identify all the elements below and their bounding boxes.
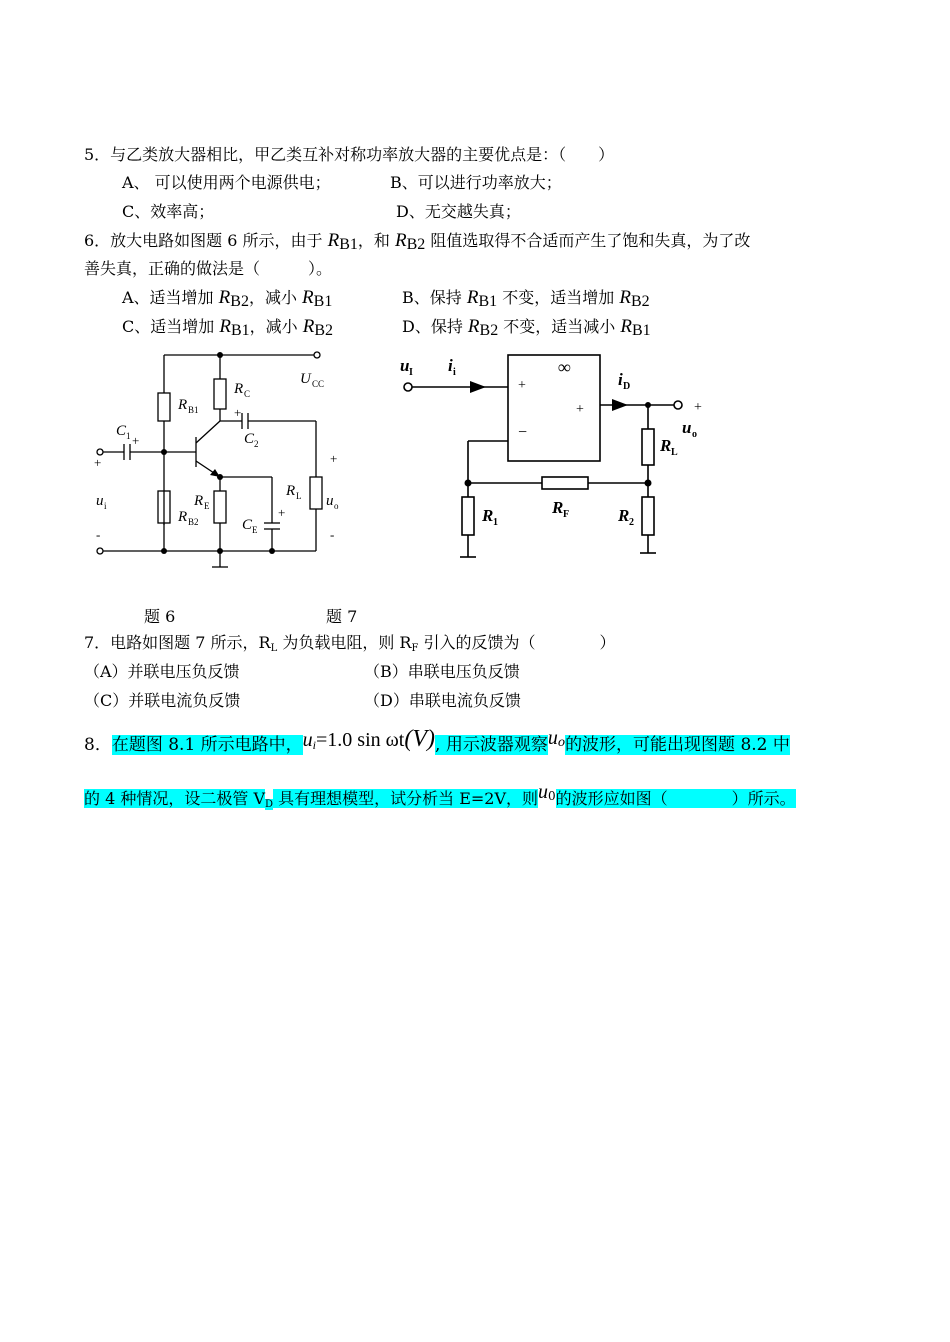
q6-stem-line1: 6．放大电路如图题 6 所示，由于 RB1，和 RB2 阻值选取得不合适而产生了饱和失真，为了改 — [84, 230, 751, 253]
svg-text:1: 1 — [126, 431, 131, 441]
svg-text:1: 1 — [493, 517, 498, 528]
label-io: i — [618, 370, 623, 389]
svg-text:B2: B2 — [188, 517, 199, 527]
q7-stem: 7．电路如图题 7 所示，RL 为负载电阻，则 RF 引入的反馈为（ ） — [84, 633, 616, 654]
svg-text:-: - — [330, 527, 335, 542]
svg-text:+: + — [694, 400, 702, 415]
svg-text:D: D — [623, 381, 631, 392]
q6-option-a: A、适当增加 RB2，减小 RB1 — [122, 287, 333, 310]
label-rl: R — [286, 483, 296, 499]
q5-stem: 5．与乙类放大器相比，甲乙类互补对称功率放大器的主要优点是：（ ） — [84, 145, 615, 164]
svg-text:+: + — [518, 378, 526, 393]
label-r2: R — [618, 506, 630, 525]
q8-line2: 的 4 种情况，设二极管 VD 具有理想模型，试分析当 E=2V，则$u^0$的波形应如图（ ）所示。 — [84, 781, 796, 810]
figure-6-amplifier-circuit — [86, 345, 356, 575]
svg-text:B1: B1 — [188, 405, 199, 415]
q8-formula: ui=1.0 sin ωt(V) — [302, 726, 436, 752]
svg-text:L: L — [671, 447, 678, 458]
q7-option-d: （D）串联电流负反馈 — [364, 691, 521, 710]
label-ce: C — [242, 517, 253, 533]
label-rb2: R — [178, 509, 188, 525]
svg-text:F: F — [563, 509, 570, 520]
q7-option-a: （A）并联电压负反馈 — [84, 662, 240, 681]
q5-option-d: D、无交越失真； — [396, 202, 521, 221]
infinity-symbol: ∞ — [558, 357, 571, 377]
label-re: R — [194, 493, 204, 509]
svg-text:+: + — [330, 451, 338, 466]
figure-7-caption: 题 7 — [326, 607, 358, 626]
q5-option-a: A、 可以使用两个电源供电； — [122, 173, 331, 192]
svg-text:i: i — [453, 367, 456, 378]
label-rb1: R — [178, 397, 188, 413]
q5-option-c: C、效率高； — [122, 202, 215, 221]
svg-text:o: o — [334, 501, 339, 511]
figure-6-caption: 题 6 — [144, 607, 176, 626]
q7-option-b: （B）串联电压负反馈 — [364, 662, 520, 681]
svg-text:CC: CC — [312, 379, 325, 389]
svg-text:-: - — [96, 527, 101, 542]
label-uo: u — [682, 418, 692, 437]
label-ui: u — [400, 356, 410, 375]
label-r1: R — [482, 506, 494, 525]
svg-text:E: E — [204, 501, 210, 511]
var-r: R — [327, 230, 340, 251]
label-ui: u — [96, 493, 104, 509]
q8-line1: 8．在题图 8.1 所示电路中，ui=1.0 sin ωt(V), 用示波器观察$u^o$的波形，可能出现图题 8.2 中 — [84, 726, 790, 755]
svg-text:I: I — [409, 367, 413, 378]
label-ucc: U — [300, 371, 311, 387]
label-c1: C — [116, 423, 127, 439]
svg-text:−: − — [518, 424, 528, 441]
svg-text:2: 2 — [254, 439, 259, 449]
svg-text:2: 2 — [629, 517, 634, 528]
label-c2: C — [244, 431, 255, 447]
svg-text:+: + — [234, 405, 242, 420]
label-ii: i — [448, 356, 453, 375]
q6-option-c: C、适当增加 RB1，减小 RB2 — [122, 316, 333, 339]
q7-option-c: （C）并联电流负反馈 — [84, 691, 241, 710]
q6-option-d: D、保持 RB2 不变，适当减小 RB1 — [402, 316, 651, 339]
svg-text:o: o — [692, 429, 697, 440]
svg-text:i: i — [104, 501, 107, 511]
q6-stem-line2: 善失真，正确的做法是（ ）。 — [84, 259, 333, 278]
label-rc: R — [234, 381, 244, 397]
label-uo: u — [326, 493, 334, 509]
q6-option-b: B、保持 RB1 不变，适当增加 RB2 — [402, 287, 650, 310]
svg-text:+: + — [94, 455, 102, 470]
svg-text:C: C — [244, 389, 251, 399]
q5-option-b: B、可以进行功率放大； — [390, 173, 562, 192]
svg-text:E: E — [252, 525, 258, 535]
svg-text:+: + — [278, 505, 286, 520]
svg-text:L: L — [296, 491, 302, 501]
label-rf: R — [552, 498, 564, 517]
svg-text:+: + — [576, 402, 584, 417]
label-rl: R — [660, 436, 672, 455]
svg-text:+: + — [132, 433, 140, 448]
figure-7-opamp-circuit — [396, 345, 726, 570]
